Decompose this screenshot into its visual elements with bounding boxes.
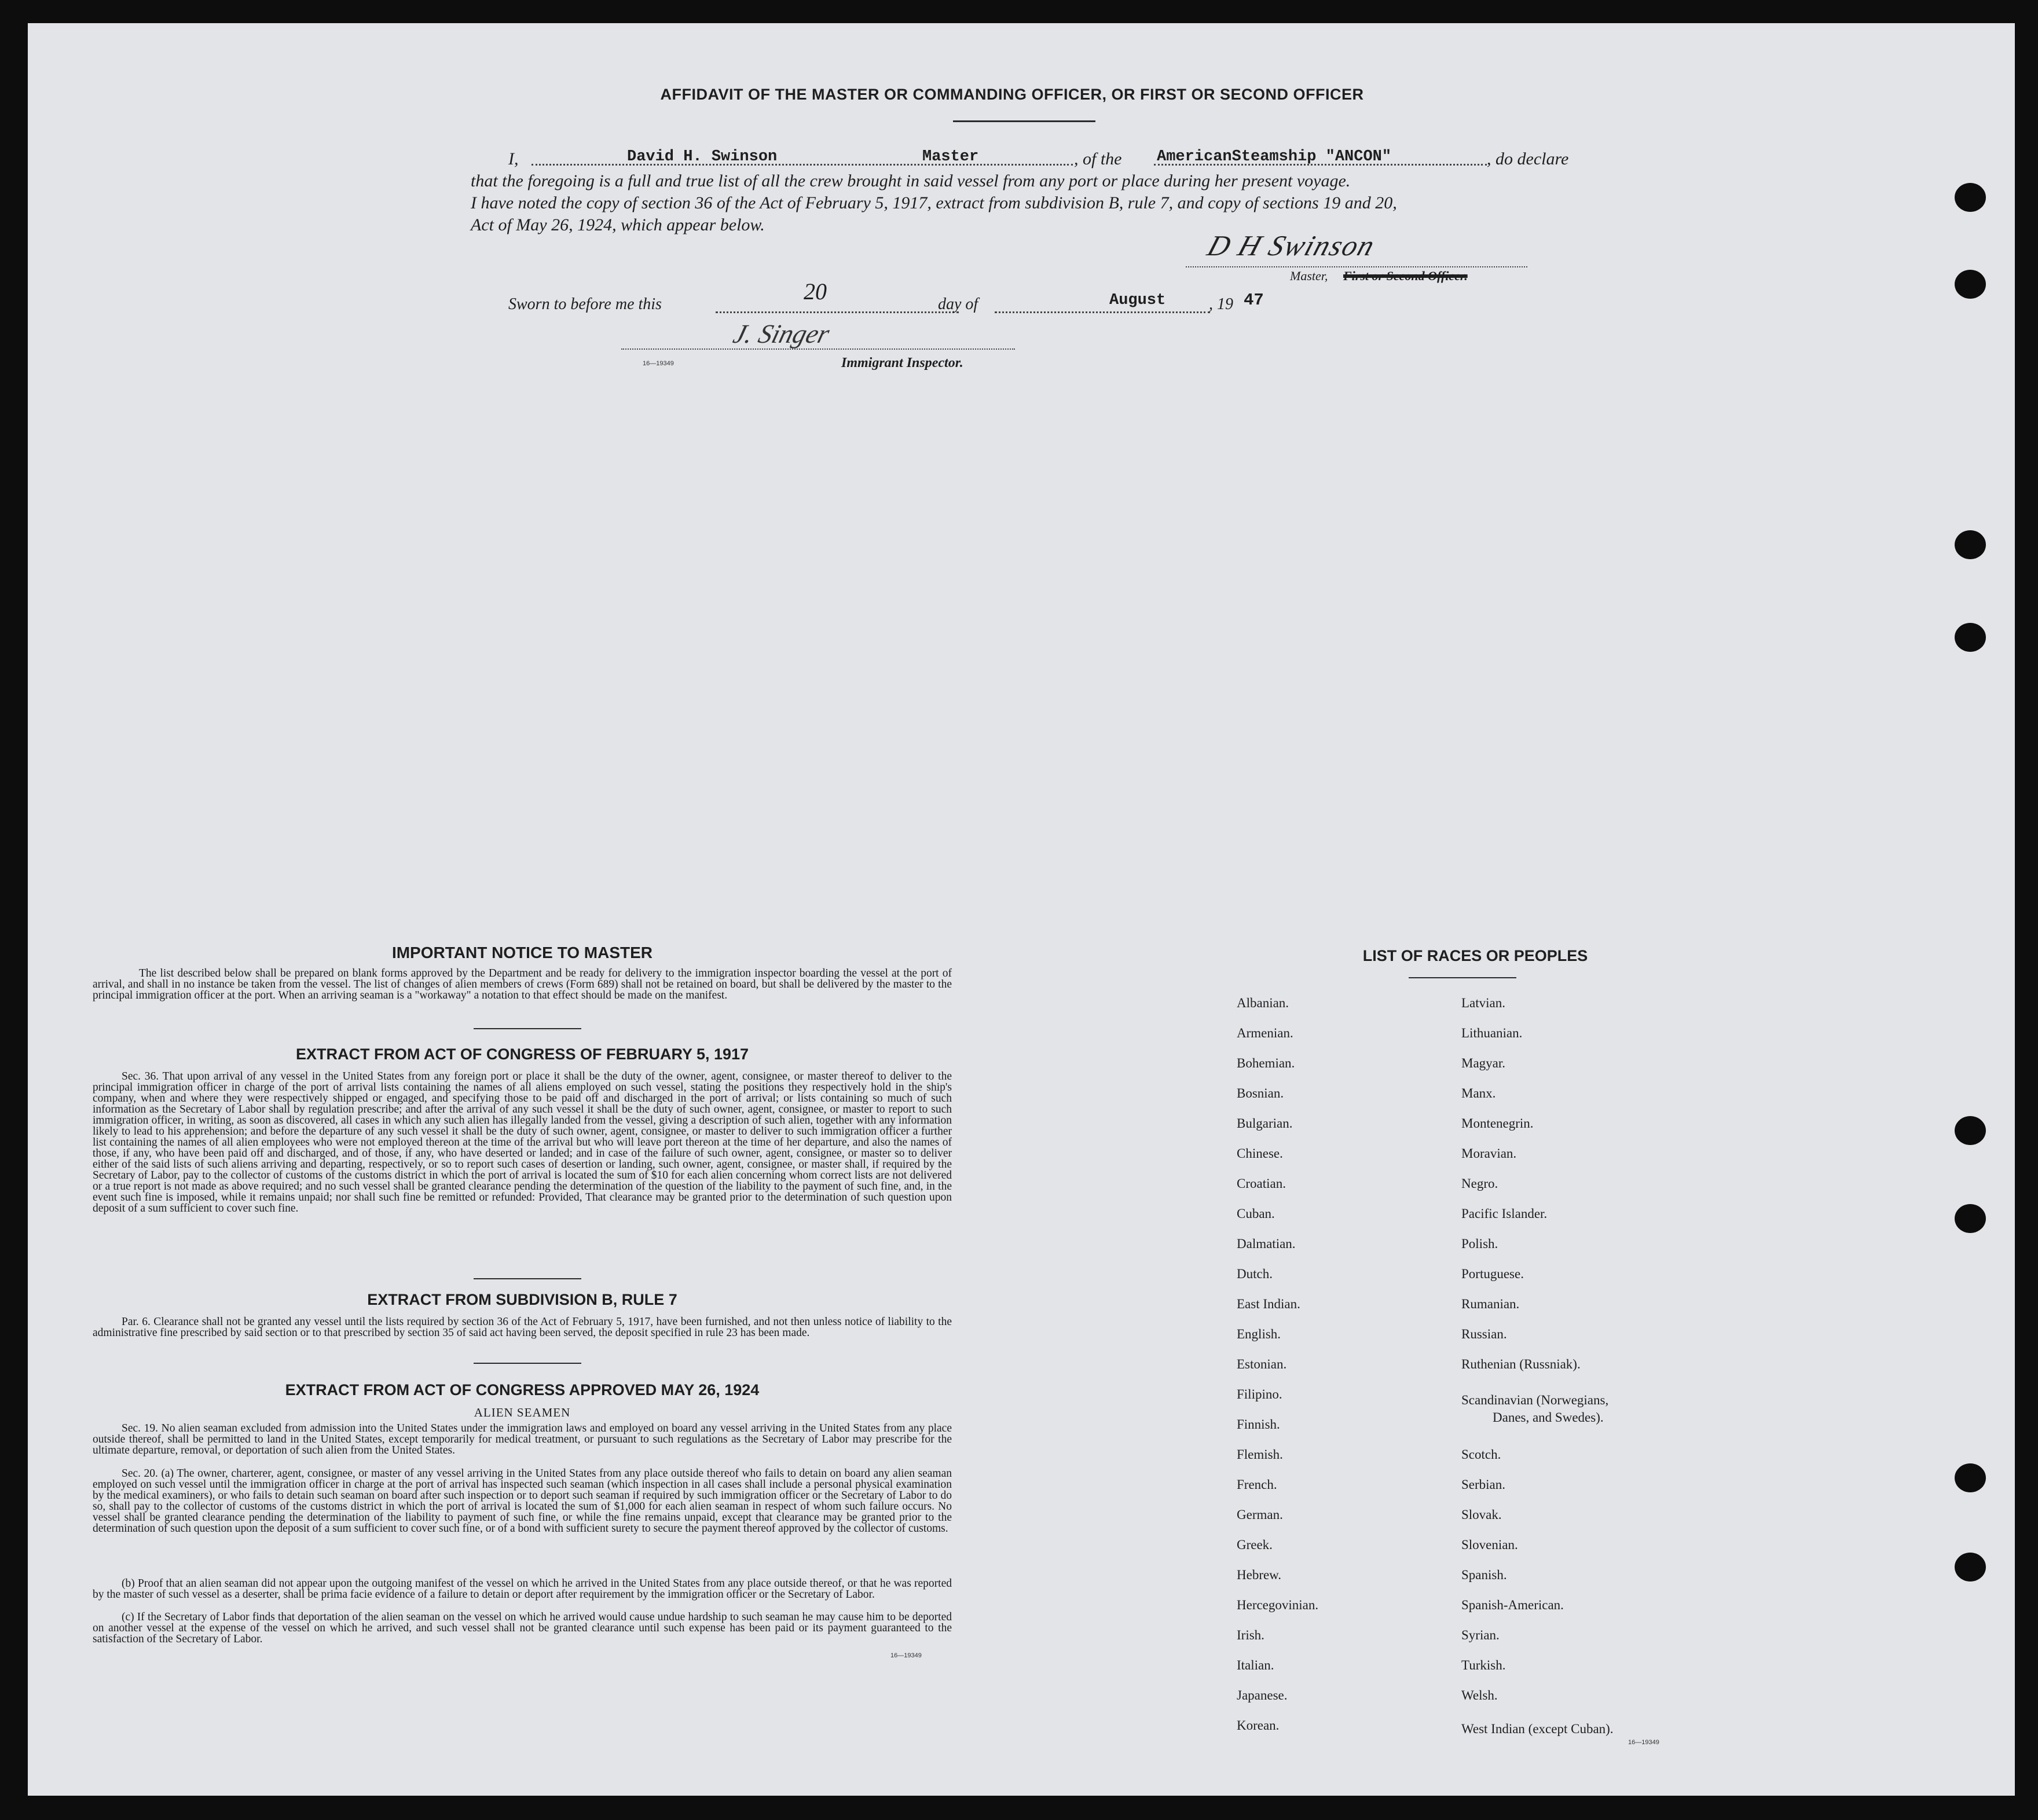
race-item: Lithuanian. — [1461, 1026, 1523, 1040]
binder-hole — [1955, 270, 1986, 299]
race-item: Spanish. — [1461, 1568, 1507, 1582]
binder-hole — [1955, 530, 1986, 559]
signature-line — [1186, 266, 1527, 267]
race-item: Danes, and Swedes). — [1493, 1410, 1604, 1425]
race-item: Scotch. — [1461, 1447, 1501, 1462]
vessel-name: AmericanSteamship "ANCON" — [1157, 148, 1392, 166]
rule-7-rule — [474, 1363, 581, 1364]
struck-officer-label: First or Second Officer. — [1343, 269, 1468, 283]
inspector-signature: J. Singer — [730, 319, 833, 348]
race-item: Bulgarian. — [1237, 1116, 1293, 1131]
master-name: David H. Swinson — [627, 148, 778, 166]
binder-hole — [1955, 1553, 1986, 1582]
race-item: West Indian (except Cuban). — [1461, 1722, 1614, 1736]
master-label: Master, — [1290, 269, 1328, 283]
race-item: Welsh. — [1461, 1688, 1498, 1702]
day-of-text: day of — [938, 295, 978, 313]
race-item: Cuban. — [1237, 1206, 1275, 1221]
extract-1924-title: EXTRACT FROM ACT OF CONGRESS APPROVED MAY 26, 1924 — [285, 1381, 760, 1399]
sworn-text: Sworn to before me this — [508, 295, 662, 313]
sworn-day: 20 — [804, 278, 827, 304]
binder-hole — [1955, 1116, 1986, 1145]
sec-20c-body: (c) If the Secretary of Labor finds that deportation of the alien seaman on the vessel on which he arrived would cause undue hardship to such seaman he may cause him to be deported on another vessel at the expense of the vessel on which he arrived, and such vessel shall not be granted clearance until such expense has been paid or its payment guaranteed to the satisfaction of the Secretary of Labor. — [93, 1611, 952, 1645]
race-item: Filipino. — [1237, 1387, 1282, 1401]
affidavit-intro: I, — [508, 149, 519, 168]
extract-1917-body: Sec. 36. That upon arrival of any vessel in the United States from any foreign port or place it shall be the duty of the owner, agent, consignee, or master thereof to deliver to the principal immigration officer in charge of the port of arrival lists containing the names of all aliens employed on such vessel, stating the positions they respectively hold in the ship's company, when and where they were respectively shipped or engaged, and specifying those to be paid off and discharged in the port of arrival; or lists containing so much of such information as the Secretary of Labor shall by regulation prescribe; and after the arrival of any such vessel it shall be the duty of such owner, agent, consignee, or master to report to such immigration officer, in writing, as soon as discovered, all cases in which any such alien has illegally landed from the vessel, giving a description of such alien, together with any information likely to lead to his apprehension; and before the departure of any such vessel it shall be the duty of such owner, agent, consignee, or master to deliver to such immigration officer a further list containing the names of all alien employees who were not employed thereon at the time of the arrival but who will leave port thereon at the time of her departure, and also the names of those, if any, who have been paid off and discharged, and of those, if any, who have deserted or landed; and in case of the failure of such owner, agent, consignee, or master so to deliver either of the said lists of such aliens arriving and departing, respectively, or so to report such cases of desertion or landing, such owner, agent, consignee, or master shall, if required by the Secretary of Labor, pay to the collector of customs of the customs district in which the port of arrival is located the sum of $10 for each alien concerning whom correct lists are not delivered or a true report is not made as above required; and no such vessel shall be granted clearance pending the determination of the question of the liability to the payment of such fine, and, in the event such fine is imposed, while it remains unpaid; nor shall such fine be remitted or refunded: Provided, That clearance may be granted prior to the determination of such question upon deposit of a sum sufficient to cover such fine. — [93, 1070, 952, 1214]
race-item: Russian. — [1461, 1327, 1507, 1341]
race-item: Estonian. — [1237, 1357, 1287, 1371]
race-item: Finnish. — [1237, 1417, 1280, 1432]
race-item: Slovak. — [1461, 1507, 1502, 1522]
alien-seamen-subtitle: ALIEN SEAMEN — [474, 1406, 571, 1419]
extract-1917-rule — [474, 1278, 581, 1279]
year-suffix: 47 — [1244, 291, 1264, 310]
race-item: Dutch. — [1237, 1267, 1273, 1281]
master-signature: D H Swinson — [1203, 229, 1380, 262]
race-item: Korean. — [1237, 1718, 1280, 1733]
race-item: Ruthenian (Russniak). — [1461, 1357, 1581, 1371]
race-item: Rumanian. — [1461, 1297, 1520, 1311]
race-item: Montenegrin. — [1461, 1116, 1534, 1131]
race-item: Italian. — [1237, 1658, 1274, 1672]
sec-19-body: Sec. 19. No alien seaman excluded from admission into the United States under the immigration laws and employed on board any vessel arriving in the United States from any place outside thereof, shall be permitted to land in the United States, except temporarily for medical treatment, or pursuant to such regulations as the Secretary of Labor may prescribe for the ultimate departure, removal, or deportation of such alien from the United States. — [93, 1422, 952, 1456]
notice-rule — [474, 1028, 581, 1029]
race-item: Armenian. — [1237, 1026, 1293, 1040]
form-number: 16—19349 — [643, 360, 674, 367]
race-item: English. — [1237, 1327, 1281, 1341]
race-item: Dalmatian. — [1237, 1236, 1296, 1251]
race-item: Portuguese. — [1461, 1267, 1524, 1281]
notice-body: The list described below shall be prepared on blank forms approved by the Department and be ready for delivery to the immigration inspector boarding the vessel at the port of arrival, and shall in no instance be taken from the vessel. The list of changes of alien members of crews (Form 689) shall not be retained on board, but shall be delivered by the master to the principal immigration officer at the port. When an arriving seaman is a "workaway" a notation to that effect should be made on the manifest. — [93, 967, 952, 1001]
form-number-right: 16—19349 — [1628, 1739, 1659, 1746]
race-item: Syrian. — [1461, 1628, 1500, 1642]
race-item: Negro. — [1461, 1176, 1498, 1191]
binder-hole — [1955, 183, 1986, 212]
rule-7-body: Par. 6. Clearance shall not be granted any vessel until the lists required by section 36 of the Act of February 5, 1917, have been furnished, and not then unless notice of liability to the administrative fine prescribed by said section or to that prescribed by section 35 of said act having been served, the deposit specified in rule 23 has been made. — [93, 1316, 952, 1339]
affidavit-title: AFFIDAVIT OF THE MASTER OR COMMANDING OFFICER, OR FIRST OR SECOND OFFICER — [660, 86, 1364, 103]
sec-20b-body: (b) Proof that an alien seaman did not appear upon the outgoing manifest of the vessel on which he arrived in the United States from any place outside thereof, or that he was reported by the master of such vessel as a deserter, shall be prima facie evidence of a failure to detain or deport after requirement by the immigration officer or the Secretary of Labor. — [93, 1577, 952, 1601]
declaration-line-3: I have noted the copy of section 36 of the Act of February 5, 1917, extract from subdivision B, rule 7, and copy of sections 19 and 20, — [471, 193, 1397, 212]
race-item: Croatian. — [1237, 1176, 1286, 1191]
race-item: Pacific Islander. — [1461, 1206, 1548, 1221]
race-item: Turkish. — [1461, 1658, 1506, 1672]
sec-20a-body: Sec. 20. (a) The owner, charterer, agent, consignee, or master of any vessel arriving in the United States from any place outside thereof who fails to detain on board any alien seaman employed on such vessel until the immigration officer in charge at the port of arrival has inspected such seaman (which inspection in all cases shall include a personal physical examination by the medical examiners), or who fails to detain such seaman on board after such inspection or to deport such seaman if required by such immigration officer or the Secretary of Labor to do so, shall pay to the collector of customs of the customs district in which the port of arrival is located the sum of $1,000 for each alien seaman in respect of whom such failure occurs. No vessel shall be granted clearance pending the determination of the liability to payment of such fine, or while the fine remains unpaid, except that clearance may be granted prior to the determination of such question upon the deposit of a sum sufficient to cover such fine, or of a bond with sufficient surety to secure the payment thereof approved by the collector of customs. — [93, 1467, 952, 1535]
month-fill-line — [995, 311, 1210, 313]
year-prefix: , 19 — [1209, 295, 1233, 313]
races-title: LIST OF RACES OR PEOPLES — [1362, 947, 1588, 964]
title-rule — [953, 120, 1095, 122]
race-item: Hebrew. — [1237, 1568, 1282, 1582]
do-declare-text: , do declare — [1487, 149, 1569, 168]
race-item: Scandinavian (Norwegians, — [1461, 1393, 1609, 1407]
extract-1917-title: EXTRACT FROM ACT OF CONGRESS OF FEBRUARY 5, 1917 — [295, 1045, 749, 1063]
race-item: Irish. — [1237, 1628, 1264, 1642]
declaration-line-2: that the foregoing is a full and true list of all the crew brought in said vessel from any port or place during her present voyage. — [471, 171, 1351, 190]
rule-7-title: EXTRACT FROM SUBDIVISION B, RULE 7 — [367, 1291, 677, 1308]
inspector-line — [621, 348, 1015, 350]
binder-hole — [1955, 1204, 1986, 1233]
race-item: Bosnian. — [1237, 1086, 1284, 1100]
race-item: Spanish-American. — [1461, 1598, 1564, 1612]
race-item: Latvian. — [1461, 996, 1505, 1010]
race-item: Hercegovinian. — [1237, 1598, 1319, 1612]
declaration-line-4: Act of May 26, 1924, which appear below. — [471, 215, 765, 234]
race-item: Manx. — [1461, 1086, 1496, 1100]
race-item: Albanian. — [1237, 996, 1289, 1010]
race-item: Bohemian. — [1237, 1056, 1295, 1070]
race-item: Moravian. — [1461, 1146, 1517, 1161]
form-number-left: 16—19349 — [890, 1652, 922, 1659]
of-the-text: , of the — [1074, 149, 1122, 168]
notice-title: IMPORTANT NOTICE TO MASTER — [391, 944, 653, 962]
race-item: German. — [1237, 1507, 1283, 1522]
race-item: Serbian. — [1461, 1477, 1506, 1492]
race-item: Flemish. — [1237, 1447, 1283, 1462]
race-item: Chinese. — [1237, 1146, 1283, 1161]
binder-hole — [1955, 1463, 1986, 1492]
master-role: Master — [922, 148, 979, 166]
races-rule — [1409, 977, 1516, 978]
document-page — [28, 23, 2015, 1796]
binder-hole — [1955, 623, 1986, 652]
race-item: Magyar. — [1461, 1056, 1506, 1070]
inspector-label: Immigrant Inspector. — [841, 355, 963, 370]
race-item: Greek. — [1237, 1538, 1273, 1552]
race-item: Slovenian. — [1461, 1538, 1518, 1552]
sworn-month: August — [1109, 292, 1166, 309]
race-item: French. — [1237, 1477, 1277, 1492]
day-fill-line — [716, 311, 959, 313]
race-item: Japanese. — [1237, 1688, 1288, 1702]
name-fill-line — [532, 164, 1073, 166]
race-item: East Indian. — [1237, 1297, 1300, 1311]
race-item: Polish. — [1461, 1236, 1498, 1251]
